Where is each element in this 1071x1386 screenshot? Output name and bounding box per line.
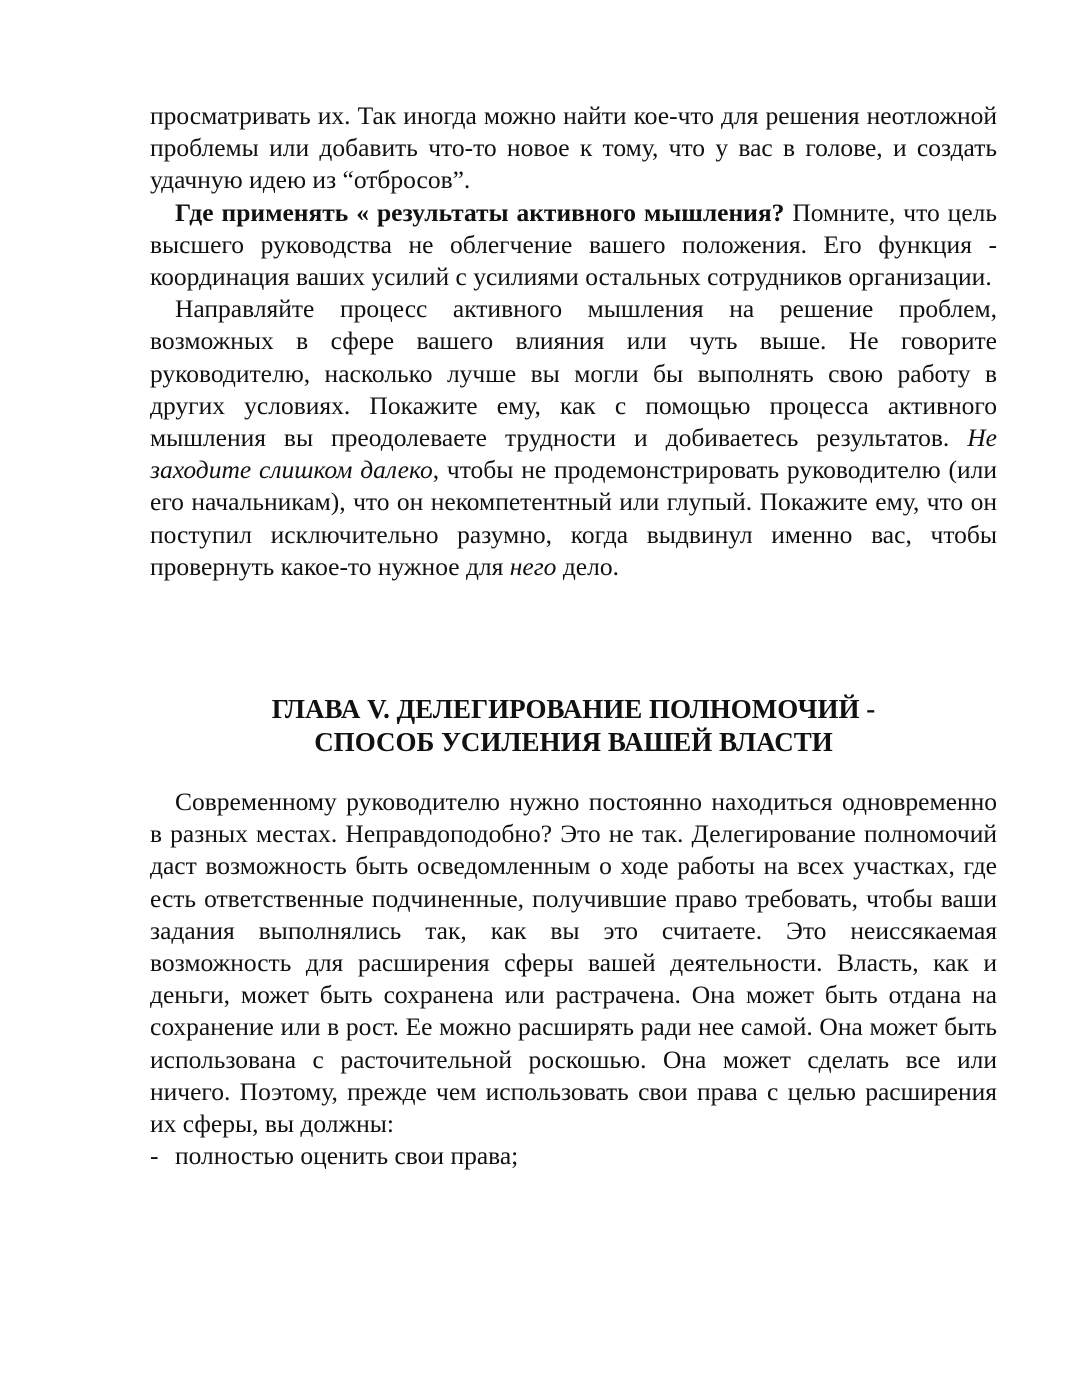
paragraph-where-to-apply xyxy=(150,197,997,294)
document-page xyxy=(150,100,997,1172)
paragraph-italic-a: Не заходите слишком далеко xyxy=(150,423,997,485)
chapter-title-line-2: СПОСОБ УСИЛЕНИЯ ВАШЕЙ ВЛАСТИ xyxy=(314,727,833,758)
paragraph-body-b: , чтобы не продемонстрировать руководителю (или его начальникам), что он некомпетентный или глупый. Покажите ему, что он поступил исключительно разумно, когда выдвинул именно вас, чтобы провернуть какое-то нужное для xyxy=(150,455,997,581)
list-item-text: полностью оценить свои права; xyxy=(175,1141,519,1171)
text-block-chapter xyxy=(150,786,997,1172)
paragraph-italic-b: него xyxy=(509,551,557,581)
list-item xyxy=(150,1140,997,1172)
text-block-top xyxy=(150,100,997,583)
chapter-heading xyxy=(150,693,997,759)
paragraph-body: Помните, что цель высшего руководства не облегчение вашего положения. Его функция - координация ваших усилий с усилиями остальных сотрудников организации. xyxy=(150,197,997,292)
chapter-title-line-1: ГЛАВА V. ДЕЛЕГИРОВАНИЕ ПОЛНОМОЧИЙ - xyxy=(271,694,876,725)
paragraph-bold-lead: Где применять « результаты активного мышления? xyxy=(175,197,785,227)
paragraph-modern-manager: Современному руководителю нужно постоянно находиться одновременно в разных местах. Неправдоподобно? Это не так. Делегирование полномочий даст возможность быть осведомленным о ходе работы на всех участках, где есть ответственные подчиненные, получившие право требовать, чтобы ваши задания выполнялись так, как вы это считаете. Это неиссякаемая возможность для расширения сферы вашей деятельности. Власть, как и деньги, может быть сохранена или растрачена. Она может быть отдана на сохранение или в рост. Ее можно расширять ради нее самой. Она может быть использована с расточительной роскошью. Она может сделать все или ничего. Поэтому, прежде чем использовать свои права с целью расширения их сферы, вы должны: xyxy=(150,787,997,1139)
paragraph-body-a: Направляйте процесс активного мышления на решение проблем, возможных в сфере вашего влияния или чуть выше. Не говорите руководителю, насколько лучше вы могли бы выполнять свою работу в других условиях. Покажите ему, как с помощью процесса активного мышления вы преодолеваете трудности и добиваетесь результатов. xyxy=(150,294,997,453)
paragraph-body-c: дело. xyxy=(556,551,619,581)
paragraph-direct-process xyxy=(150,293,997,583)
paragraph-continuation: просматривать их. Так иногда можно найти кое-что для решения неотложной проблемы или добавить что-то новое к тому, что у вас в голове, и создать удачную идею из “отбросов”. xyxy=(150,101,997,195)
list-dash: - xyxy=(150,1141,159,1171)
